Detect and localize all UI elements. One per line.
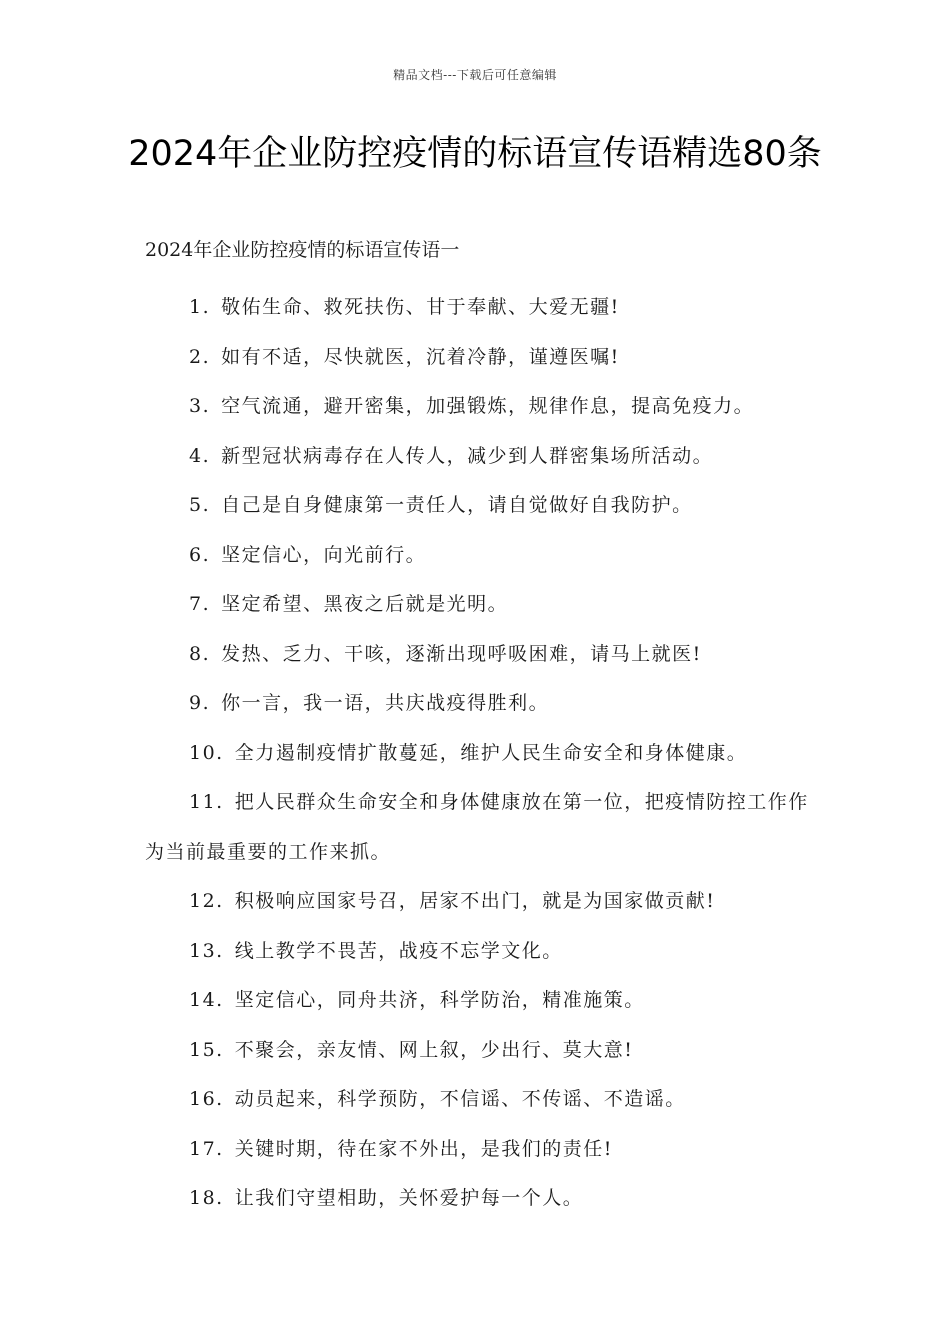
- item-text: 动员起来，科学预防，不信谣、不传谣、不造谣。: [234, 1088, 686, 1110]
- item-text: 如有不适，尽快就医，沉着冷静，谨遵医嘱!: [221, 345, 620, 368]
- item-text: 积极响应国家号召，居家不出门，就是为国家做贡献!: [234, 890, 716, 912]
- item-text: 敬佑生命、救死扶伤、甘于奉献、大爱无疆!: [221, 296, 620, 318]
- item-number: 13.: [189, 939, 224, 962]
- item-text: 空气流通，避开密集，加强锻炼，规律作息，提高免疫力。: [221, 395, 755, 417]
- list-item: [145, 382, 810, 432]
- item-text: 关键时期，待在家不外出，是我们的责任!: [234, 1137, 613, 1160]
- item-text: 坚定信心，向光前行。: [221, 543, 427, 566]
- item-text: 把人民群众生命安全和身体健康放在第一位，把疫情防控工作作为当前最重要的工作来抓。: [145, 791, 809, 863]
- section-subtitle: 2024年企业防控疫情的标语宣传语一: [145, 239, 460, 261]
- list-item: [145, 630, 810, 680]
- item-text: 新型冠状病毒存在人传人，减少到人群密集场所活动。: [221, 444, 714, 467]
- item-number: 2.: [189, 345, 211, 368]
- list-item: [145, 1026, 810, 1076]
- item-number: 3.: [189, 395, 211, 417]
- item-number: 11.: [189, 791, 224, 813]
- item-number: 7.: [189, 593, 211, 615]
- item-number: 10.: [189, 741, 224, 764]
- item-number: 8.: [189, 642, 211, 665]
- list-item: [145, 580, 810, 630]
- list-item: [145, 976, 810, 1026]
- item-number: 17.: [189, 1137, 224, 1160]
- item-text: 发热、乏力、干咳，逐渐出现呼吸困难，请马上就医!: [221, 642, 702, 665]
- item-text: 坚定信心，同舟共济，科学防治，精准施策。: [234, 989, 645, 1011]
- list-item: [145, 432, 810, 482]
- list-item: [145, 1174, 810, 1224]
- list-item: [145, 481, 810, 531]
- item-number: 15.: [189, 1038, 224, 1061]
- list-item: [145, 778, 810, 877]
- item-number: 16.: [189, 1088, 224, 1110]
- item-text: 让我们守望相助，关怀爱护每一个人。: [234, 1187, 584, 1209]
- item-number: 14.: [189, 989, 224, 1011]
- list-item: [145, 877, 810, 927]
- item-text: 线上教学不畏苦，战疫不忘学文化。: [234, 939, 563, 962]
- list-item: [145, 333, 810, 383]
- list-item: [145, 1125, 810, 1175]
- list-item: [145, 729, 810, 779]
- slogan-list: [145, 283, 810, 1224]
- list-item: [145, 283, 810, 333]
- item-number: 5.: [189, 494, 211, 516]
- list-item: [145, 1075, 810, 1125]
- list-item: [145, 927, 810, 977]
- item-number: 18.: [189, 1187, 224, 1209]
- item-text: 坚定希望、黑夜之后就是光明。: [221, 593, 509, 615]
- item-text: 你一言，我一语，共庆战疫得胜利。: [221, 692, 550, 714]
- item-text: 全力遏制疫情扩散蔓延，维护人民生命安全和身体健康。: [234, 741, 748, 764]
- list-item: [145, 679, 810, 729]
- item-number: 6.: [189, 543, 211, 566]
- item-number: 12.: [189, 890, 224, 912]
- item-text: 不聚会，亲友情、网上叙，少出行、莫大意!: [234, 1038, 634, 1061]
- item-number: 4.: [189, 444, 211, 467]
- page-header: 精品文档---下载后可任意编辑: [393, 68, 557, 82]
- document-title: 2024年企业防控疫情的标语宣传语精选80条: [128, 134, 822, 174]
- item-number: 1.: [189, 296, 211, 318]
- item-number: 9.: [189, 692, 211, 714]
- item-text: 自己是自身健康第一责任人，请自觉做好自我防护。: [221, 494, 693, 516]
- list-item: [145, 531, 810, 581]
